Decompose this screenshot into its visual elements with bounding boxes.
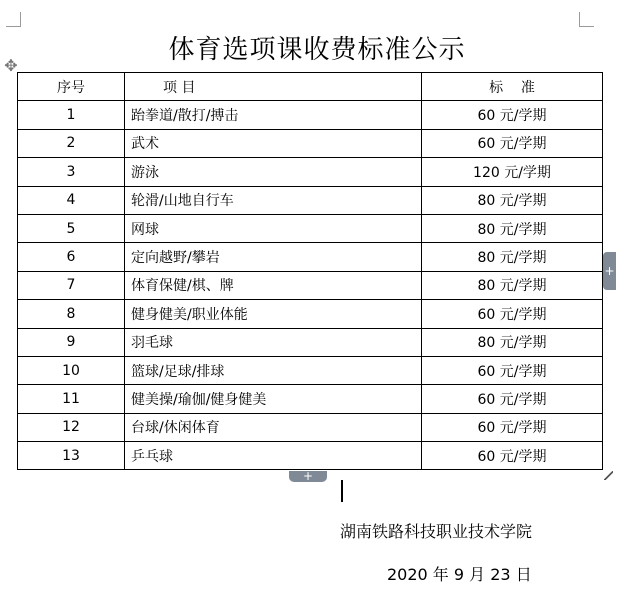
table-row bbox=[18, 300, 603, 328]
table-row bbox=[18, 271, 603, 299]
cell-item: 羽毛球 bbox=[125, 328, 422, 356]
cell-no: 2 bbox=[18, 129, 125, 157]
cell-item: 武术 bbox=[125, 129, 422, 157]
table-row bbox=[18, 101, 603, 129]
table-body bbox=[18, 101, 603, 470]
cell-no: 8 bbox=[18, 300, 125, 328]
cell-fee: 60 元/学期 bbox=[422, 442, 603, 470]
cell-no: 6 bbox=[18, 243, 125, 271]
cell-item: 体育保健/棋、牌 bbox=[125, 271, 422, 299]
cell-fee: 60 元/学期 bbox=[422, 385, 603, 413]
cell-fee: 80 元/学期 bbox=[422, 186, 603, 214]
header-no: 序号 bbox=[18, 73, 125, 101]
document-date: 2020 年 9 月 23 日 bbox=[387, 565, 532, 584]
table-header-row bbox=[18, 73, 603, 101]
table-row bbox=[18, 243, 603, 271]
cell-no: 10 bbox=[18, 356, 125, 384]
cell-no: 3 bbox=[18, 158, 125, 186]
cell-item: 乒乓球 bbox=[125, 442, 422, 470]
table-row bbox=[18, 186, 603, 214]
table-row bbox=[18, 442, 603, 470]
cell-no: 4 bbox=[18, 186, 125, 214]
cell-fee: 60 元/学期 bbox=[422, 300, 603, 328]
cell-fee: 80 元/学期 bbox=[422, 214, 603, 242]
document-title: 体育选项课收费标准公示 bbox=[168, 35, 466, 65]
add-row-button[interactable] bbox=[289, 471, 327, 482]
cell-fee: 80 元/学期 bbox=[422, 271, 603, 299]
page-corner-mark-top-right bbox=[579, 12, 594, 27]
page-corner-mark-top-left bbox=[6, 12, 21, 27]
cell-item: 台球/休闲体育 bbox=[125, 413, 422, 441]
cell-no: 7 bbox=[18, 271, 125, 299]
table-row bbox=[18, 328, 603, 356]
cell-item: 轮滑/山地自行车 bbox=[125, 186, 422, 214]
cell-item: 游泳 bbox=[125, 158, 422, 186]
cell-no: 9 bbox=[18, 328, 125, 356]
move-icon: ✥ bbox=[4, 56, 18, 75]
cell-no: 5 bbox=[18, 214, 125, 242]
cell-item: 网球 bbox=[125, 214, 422, 242]
text-cursor bbox=[341, 480, 343, 502]
cell-fee: 80 元/学期 bbox=[422, 243, 603, 271]
cell-item: 健身健美/职业体能 bbox=[125, 300, 422, 328]
fee-table bbox=[17, 72, 603, 470]
table-row bbox=[18, 385, 603, 413]
organization-name: 湖南铁路科技职业技术学院 bbox=[340, 522, 533, 541]
cell-fee: 60 元/学期 bbox=[422, 413, 603, 441]
table-row bbox=[18, 413, 603, 441]
cell-item: 跆拳道/散打/搏击 bbox=[125, 101, 422, 129]
table-row bbox=[18, 214, 603, 242]
cell-item: 健美操/瑜伽/健身健美 bbox=[125, 385, 422, 413]
cell-fee: 60 元/学期 bbox=[422, 101, 603, 129]
table-row bbox=[18, 356, 603, 384]
header-fee: 标 准 bbox=[422, 73, 603, 101]
cell-fee: 120 元/学期 bbox=[422, 158, 603, 186]
table-resize-handle[interactable] bbox=[604, 471, 613, 480]
cell-no: 12 bbox=[18, 413, 125, 441]
cell-no: 13 bbox=[18, 442, 125, 470]
cell-fee: 80 元/学期 bbox=[422, 328, 603, 356]
cell-item: 篮球/足球/排球 bbox=[125, 356, 422, 384]
cell-no: 1 bbox=[18, 101, 125, 129]
header-item: 项 目 bbox=[125, 73, 422, 101]
add-column-button[interactable] bbox=[603, 252, 616, 290]
table-row bbox=[18, 158, 603, 186]
cell-fee: 60 元/学期 bbox=[422, 129, 603, 157]
table-row bbox=[18, 129, 603, 157]
plus-icon: + bbox=[302, 469, 314, 483]
cell-item: 定向越野/攀岩 bbox=[125, 243, 422, 271]
plus-icon: + bbox=[604, 264, 615, 278]
cell-no: 11 bbox=[18, 385, 125, 413]
cell-fee: 60 元/学期 bbox=[422, 356, 603, 384]
